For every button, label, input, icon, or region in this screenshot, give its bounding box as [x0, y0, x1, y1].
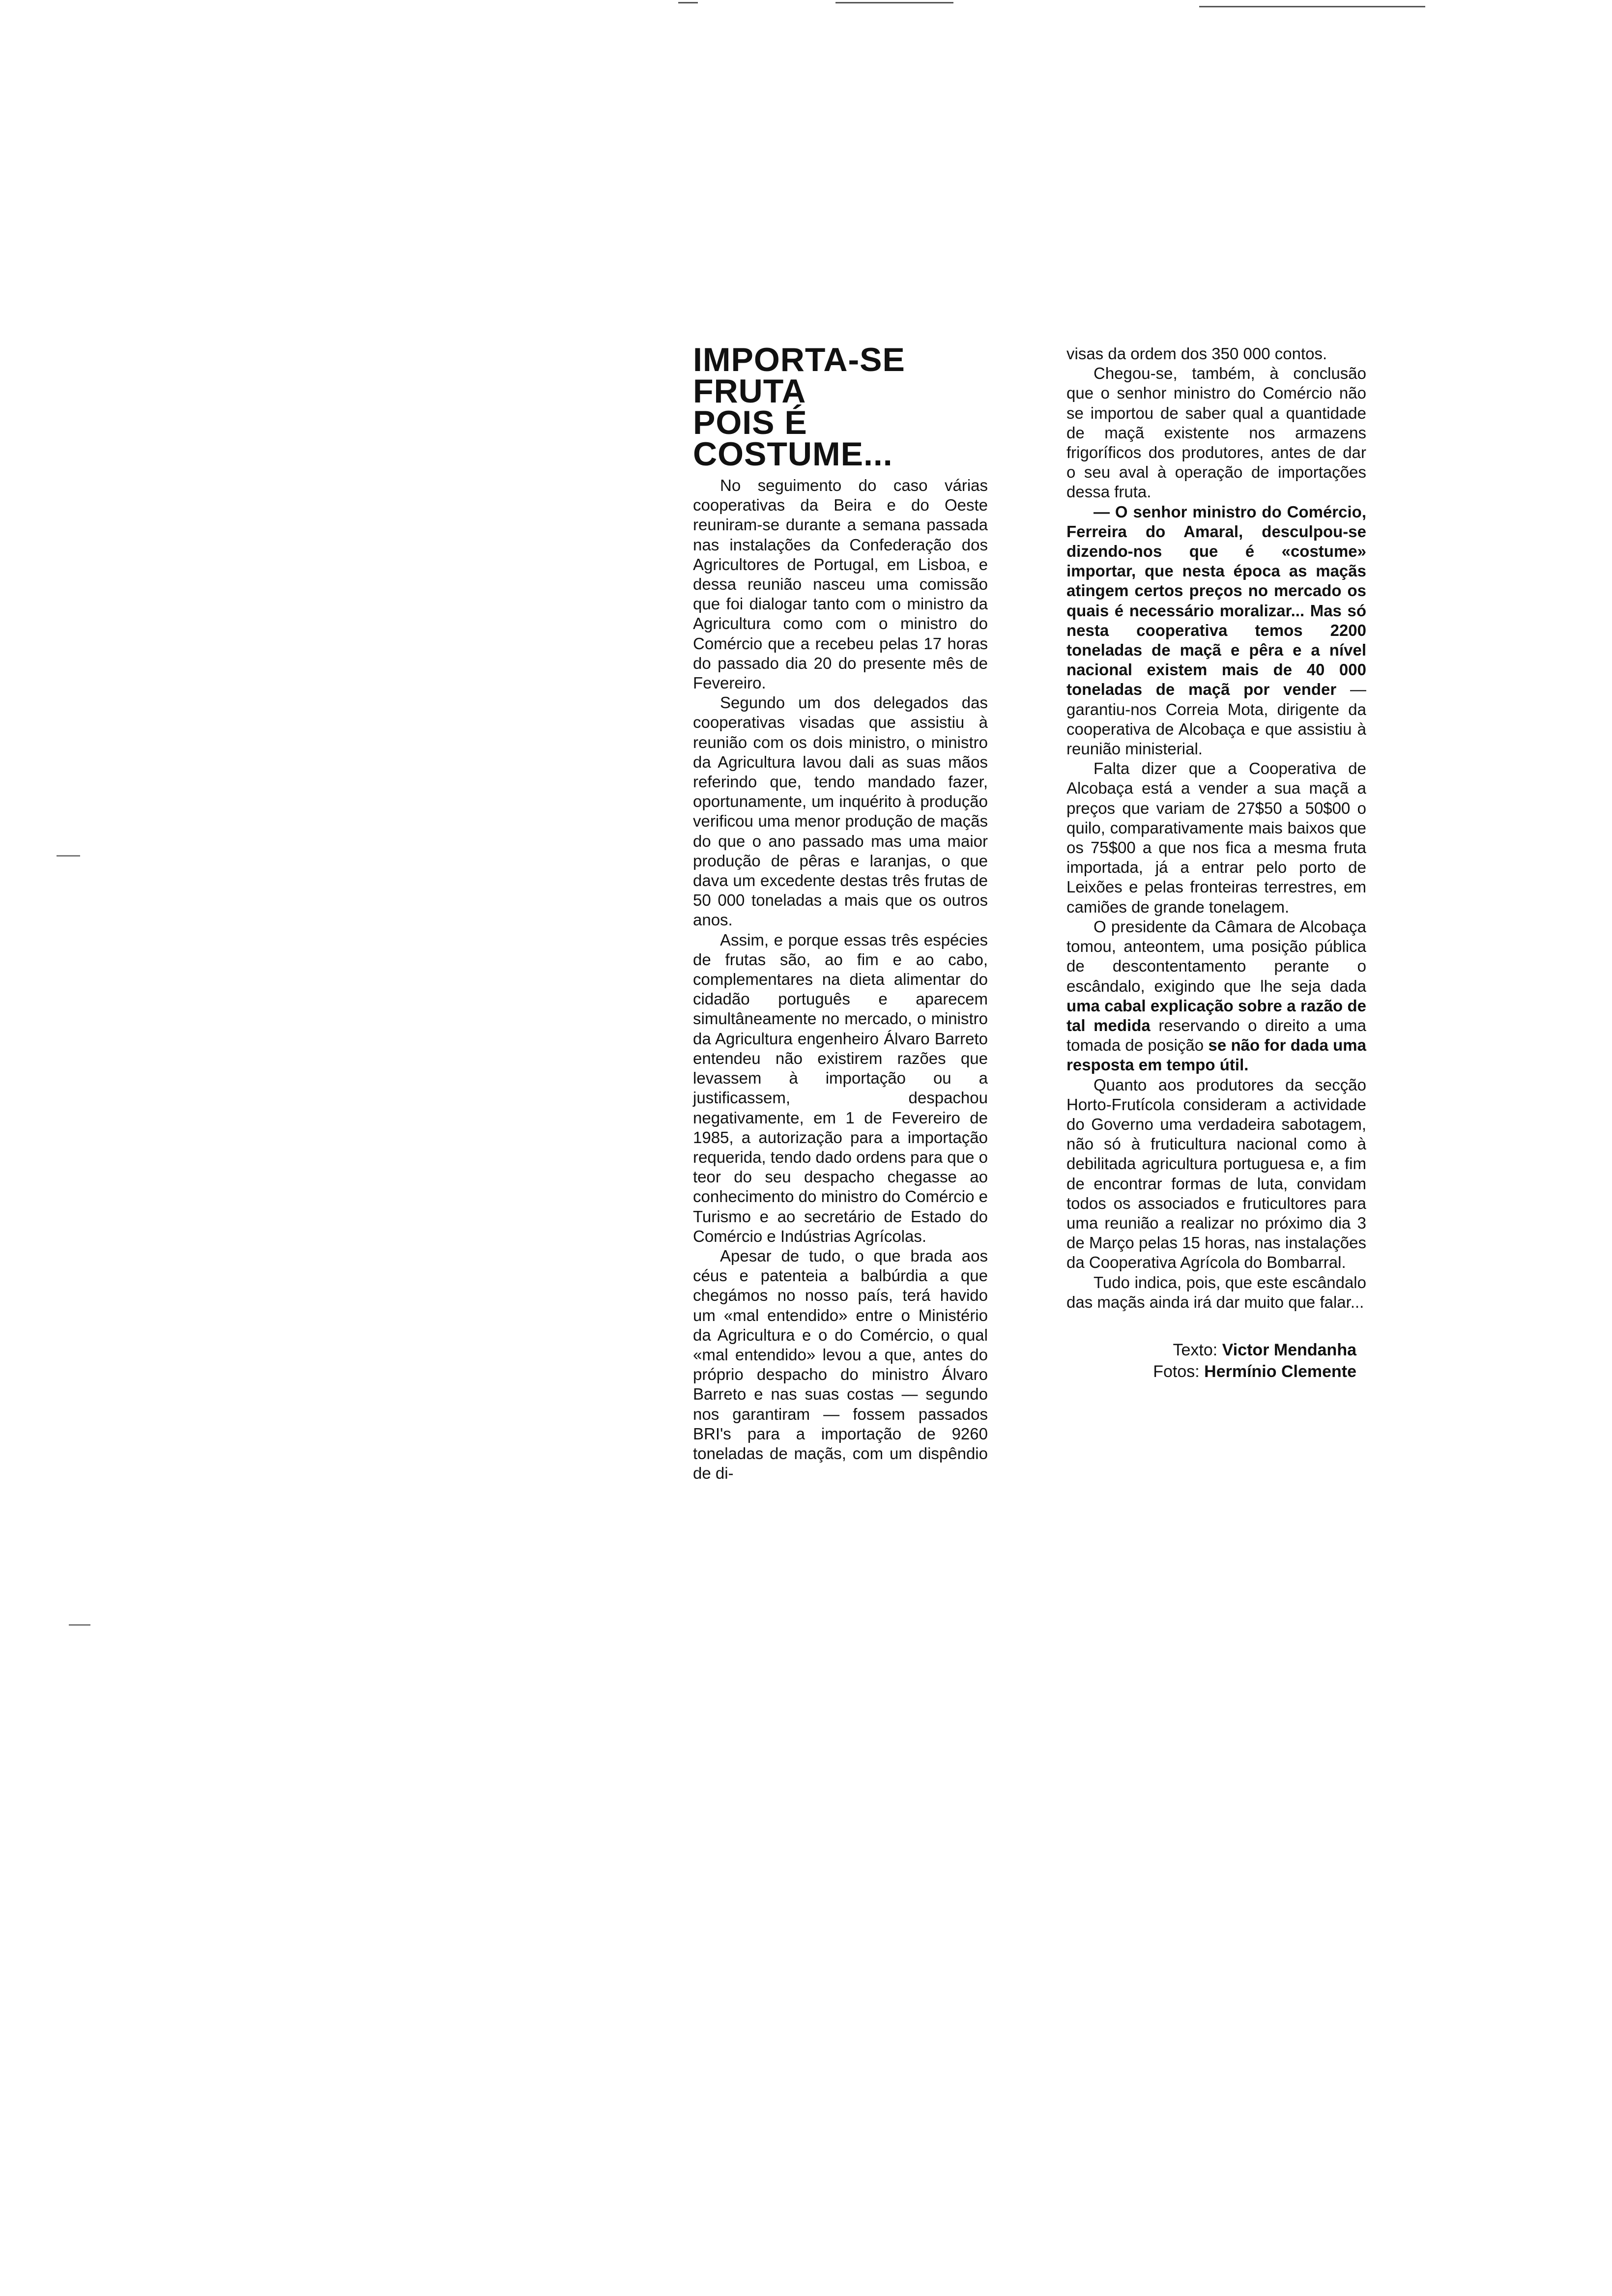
- bold-quote-segment: se não for dada uma resposta em tempo útil.: [1066, 1036, 1366, 1074]
- text-segment: Falta dizer que a Cooperativa de Alcobaça está a vender a sua maçã a preços que variam de 27$50 a 50$00 o quilo, comparativamente mais baixos que os 75$00 a que nos fica a mesma fruta importada, já a entrar pelo porto de Leixões e pelas fronteiras terrestres, em camiões de grande tonelagem.: [1066, 759, 1366, 916]
- photo-credit-author: Hermínio Clemente: [1204, 1362, 1356, 1381]
- scan-edge-mark: [678, 2, 698, 3]
- article-column-left: [693, 341, 988, 1483]
- text-segment: O presidente da Câmara de Alcobaça tomou, anteontem, uma posição pública de descontentamento perante o escândalo, exigindo que lhe seja dada: [1066, 917, 1366, 995]
- bold-quote-segment: — O senhor ministro do Comércio, Ferreira do Amaral, desculpou-se dizendo-nos que é «costume» importar, que nesta época as maçãs atingem certos preços no mercado os quais é necessário moralizar... Mas só nesta cooperativa temos 2200 toneladas de maçã e pêra e a nível nacional existem mais de 40 000 toneladas de maçã por vender: [1066, 502, 1366, 699]
- right-paragraphs: [1066, 344, 1366, 1312]
- article-paragraph: [1066, 1273, 1366, 1312]
- article-paragraph: [1066, 364, 1366, 502]
- text-segment: reservando o direito a uma tomada de posição: [1066, 1016, 1366, 1055]
- article-paragraph: [1066, 502, 1366, 759]
- text-segment: visas da ordem dos 350 000 contos.: [1066, 344, 1327, 363]
- scan-margin-mark: [69, 1624, 90, 1626]
- text-credit: [1066, 1339, 1356, 1361]
- text-credit-label: Texto:: [1173, 1340, 1218, 1359]
- article-paragraph: Apesar de tudo, o que brada aos céus e patenteia a balbúrdia a que chegámos no nosso país, terá havido um «mal entendido» entre o Ministério da Agricultura e o do Comércio, o qual «mal entendido» levou a que, antes do próprio despacho do ministro Álvaro Barreto e nas suas costas — segundo nos garantiram — fossem passados BRI's para a importação de 9260 toneladas de maçãs, com um dispêndio de di-: [693, 1246, 988, 1483]
- text-credit-author: Victor Mendanha: [1222, 1340, 1356, 1359]
- scan-edge-mark: [835, 2, 953, 3]
- article-paragraph: [1066, 759, 1366, 917]
- article-paragraph: Assim, e porque essas três espécies de frutas são, ao fim e ao cabo, complementares na dieta alimentar do cidadão português e aparecem simultâneamente no mercado, o ministro da Agricultura engenheiro Álvaro Barreto entendeu não existirem razões que levassem à importação ou a justificassem, despachou negativamente, em 1 de Fevereiro de 1985, a autorização para a importação requerida, tendo dado ordens para que o teor do seu despacho chegasse ao conhecimento do ministro do Comércio e Turismo e ao secretário de Estado do Comércio e Indústrias Agrícolas.: [693, 930, 988, 1245]
- scan-edge-mark: [1199, 6, 1425, 7]
- text-segment: — garantiu-nos Correia Mota, dirigente da cooperativa de Alcobaça e que assistiu à reunião ministerial.: [1066, 680, 1366, 758]
- article-headline: [693, 341, 988, 473]
- photo-credit-label: Fotos:: [1153, 1362, 1200, 1381]
- article-paragraph: [1066, 344, 1366, 364]
- text-segment: Chegou-se, também, à conclusão que o senhor ministro do Comércio não se importou de saber qual a quantidade de maçã existente nos armazens frigoríficos dos produtores, antes de dar o seu aval à operação de importações dessa fruta.: [1066, 364, 1366, 501]
- bold-quote-segment: uma cabal explicação sobre a razão de tal medida: [1066, 996, 1366, 1034]
- article-column-right: [1066, 344, 1366, 1382]
- article-paragraph: [1066, 917, 1366, 1075]
- text-segment: Quanto aos produtores da secção Horto-Frutícola consideram a actividade do Governo uma verdadeira sabotagem, não só à fruticultura nacional como à debilitada agricultura portuguesa e, a fim de encontrar formas de luta, convidam todos os associados e fruticultores para uma reunião a realizar no próximo dia 3 de Março pelas 15 horas, nas instalações da Cooperativa Agrícola do Bombarral.: [1066, 1075, 1366, 1272]
- article-paragraph: Segundo um dos delegados das cooperativas visadas que assistiu à reunião com os dois ministro, o ministro da Agricultura lavou dali as suas mãos referindo que, tendo mandado fazer, oportunamente, um inquérito à produção verificou uma menor produção de maçãs do que o ano passado mas uma maior produção de pêras e laranjas, o que dava um excedente destas três frutas de 50 000 toneladas a mais que os outros anos.: [693, 693, 988, 929]
- article-paragraph: [1066, 1075, 1366, 1273]
- headline-line: COSTUME...: [693, 435, 893, 473]
- scan-margin-mark: [57, 855, 80, 857]
- article-paragraph: No seguimento do caso várias cooperativas da Beira e do Oeste reuniram-se durante a semana passada nas instalações da Confederação dos Agricultores de Portugal, em Lisboa, e dessa reunião nasceu uma comissão que foi dialogar tanto com o ministro da Agricultura como com o ministro do Comércio que a recebeu pelas 17 horas do passado dia 20 do presente mês de Fevereiro.: [693, 476, 988, 692]
- headline-line: FRUTA: [693, 373, 806, 410]
- photo-credit: [1066, 1361, 1356, 1382]
- headline-line: IMPORTA-SE: [693, 341, 905, 378]
- article-credits: [1066, 1339, 1366, 1382]
- headline-line: POIS É: [693, 404, 807, 441]
- text-segment: Tudo indica, pois, que este escândalo das maçãs ainda irá dar muito que falar...: [1066, 1273, 1366, 1311]
